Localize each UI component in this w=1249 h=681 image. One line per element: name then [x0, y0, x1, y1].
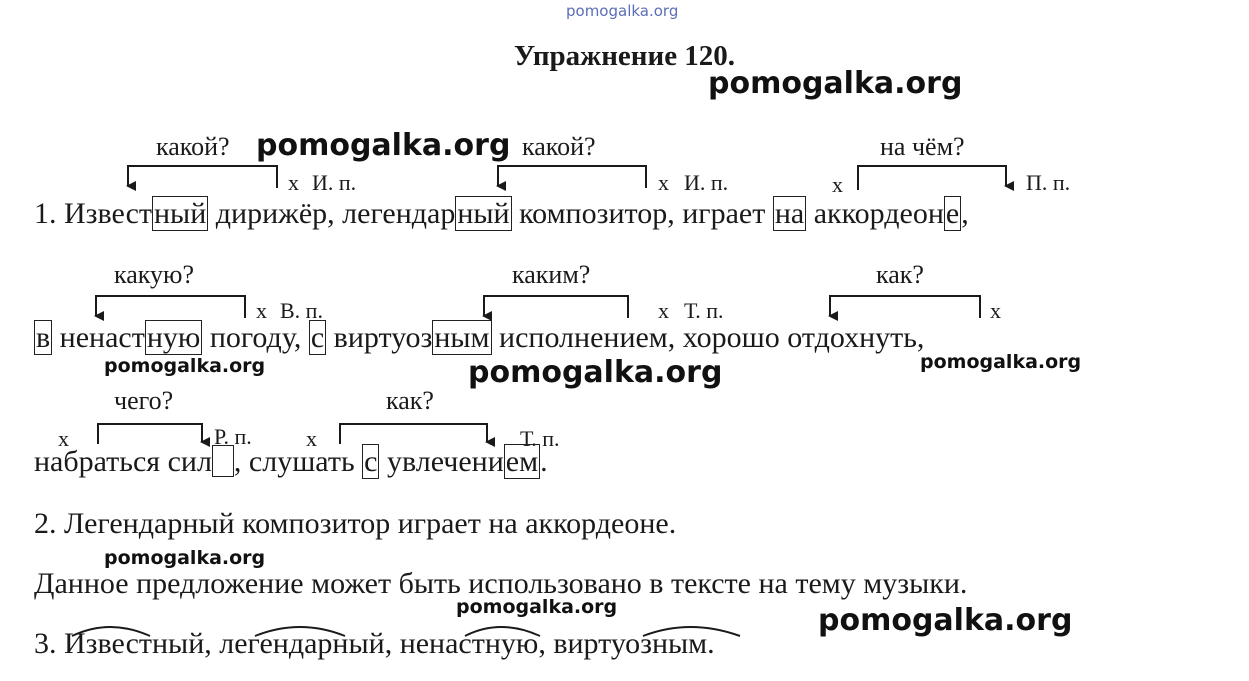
arrow-bracket — [498, 166, 646, 188]
preposition-box: на — [774, 197, 805, 230]
question-label: на чём? — [880, 132, 965, 161]
root-arc — [72, 627, 150, 636]
root-arc — [255, 627, 345, 636]
preposition-box: с — [310, 321, 325, 354]
exercise-title: Упражнение 120. — [513, 40, 736, 72]
watermark[interactable]: pomogalka.org — [468, 355, 723, 390]
root-arc — [465, 627, 540, 636]
arrow-bracket — [128, 166, 277, 188]
question-label: как? — [876, 260, 924, 289]
ending-box: ным — [434, 321, 490, 354]
question-label: каким? — [512, 260, 591, 289]
arrow-bracket — [830, 296, 980, 318]
case-label: В. п. — [280, 298, 323, 323]
watermark[interactable]: pomogalka.org — [818, 603, 1073, 638]
case-label: Т. п. — [520, 426, 560, 451]
ending-box: ный — [154, 197, 207, 230]
case-label: Р. п. — [214, 424, 252, 449]
question-label: как? — [386, 386, 434, 415]
preposition-box: с — [364, 445, 378, 478]
watermark[interactable]: pomogalka.org — [104, 547, 266, 569]
watermark-top[interactable]: pomogalka.org — [566, 2, 679, 20]
arrow-bracket — [340, 424, 487, 444]
watermark[interactable]: pomogalka.org — [456, 596, 618, 618]
case-mark: х — [256, 298, 267, 323]
watermark[interactable]: pomogalka.org — [920, 351, 1082, 373]
root-word: виртуозным — [553, 627, 708, 660]
sentence-line-2: в ненастную погоду, с виртуозным исполнением, хорошо отдохнуть, — [36, 321, 925, 354]
arrow-bracket — [484, 296, 628, 318]
watermark[interactable]: pomogalka.org — [708, 66, 963, 101]
arrow-bracket — [858, 166, 1006, 190]
question-label: какой? — [522, 132, 596, 161]
question-label: чего? — [114, 386, 174, 415]
case-mark: х — [306, 426, 317, 451]
ending-box: е — [945, 197, 960, 230]
case-mark: х — [658, 298, 669, 323]
question-label: какой? — [156, 132, 230, 161]
ending-box: ем — [505, 445, 539, 478]
sentence-line-4: 2. Легендарный композитор играет на аккордеоне. — [34, 507, 677, 540]
sentence-line-5: Данное предложение может быть использовано в тексте на тему музыки. — [34, 567, 968, 600]
case-label: Т. п. — [684, 298, 724, 323]
case-label: И. п. — [684, 170, 729, 195]
root-word: легендарный — [219, 627, 385, 660]
arrow-bracket — [96, 296, 245, 318]
watermark[interactable]: pomogalka.org — [256, 128, 511, 163]
case-mark: х — [58, 426, 69, 451]
case-mark: х — [990, 298, 1001, 323]
arrow-bracket — [98, 424, 202, 444]
root-word: ненастную — [399, 627, 539, 660]
sentence-line-3: набраться сил , слушать с увлечением. — [34, 445, 548, 478]
question-label: какую? — [114, 260, 195, 289]
ending-box: ную — [146, 321, 201, 354]
preposition-box: в — [36, 321, 51, 354]
case-label: П. п. — [1026, 170, 1071, 195]
case-mark: х — [832, 172, 843, 197]
root-word: Известный — [64, 627, 205, 660]
root-arc — [643, 627, 740, 636]
sentence-line-1: 1. Известный дирижёр, легендарный композитор, играет на аккордеоне, — [34, 197, 969, 230]
watermark[interactable]: pomogalka.org — [104, 355, 266, 377]
case-mark: х — [658, 170, 669, 195]
sentence-line-6: 3. Известный, легендарный, ненастную, виртуозным. — [34, 627, 715, 660]
case-mark: х — [288, 170, 299, 195]
case-label: И. п. — [312, 170, 357, 195]
ending-box: ный — [457, 197, 510, 230]
